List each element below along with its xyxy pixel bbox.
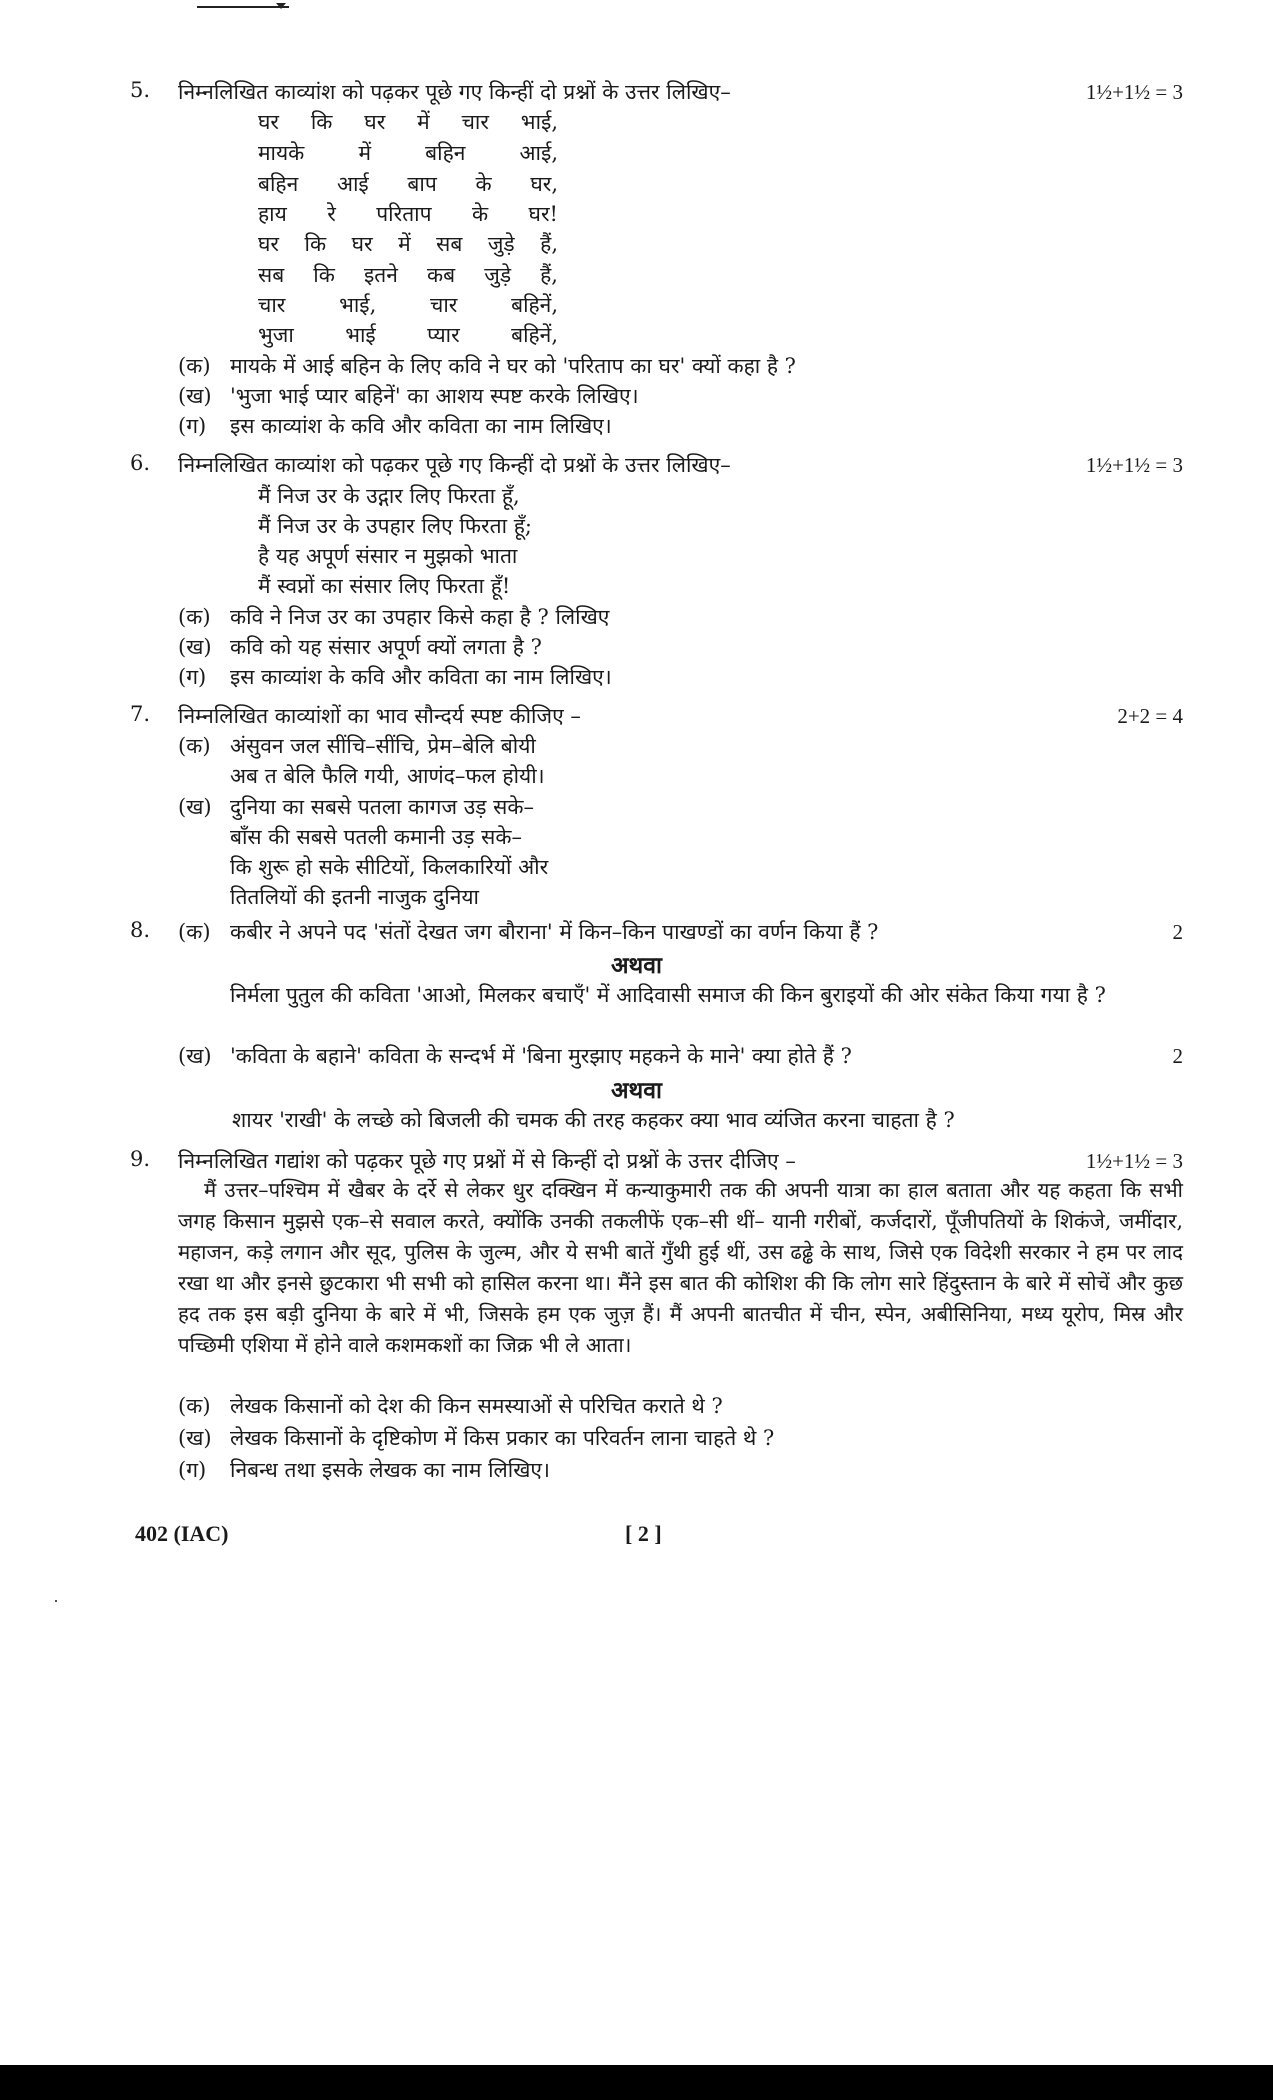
q5-poem-line: हाय रे परिताप के घर! [258, 202, 558, 226]
athva-heading: अथवा [610, 952, 662, 979]
q6-number: 6. [130, 451, 151, 475]
q5-poem-line: सब कि इतने कब जुड़े हैं, [258, 263, 558, 287]
q5-poem-line: भुजा भाई प्यार बहिनें, [258, 323, 558, 347]
scan-bottom-edge [0, 2065, 1273, 2100]
q7-b-line: दुनिया का सबसे पतला कागज उड़ सके– [230, 795, 534, 819]
q9-passage: मैं उत्तर–पश्चिम में खैबर के दर्रे से लेकर धुर दक्खिन में कन्याकुमारी तक की अपनी यात्रा का हाल बताता और यह कहता कि सभी जगह किसान मुझसे एक–से सवाल करते, क्योंकि उनकी तकलीफें एक–सी थीं– यानी गरीबों, कर्जदारों, पूँजीपतियों के शिकंजे, जमींदार, महाजन, कड़े लगान और सूद, पुलिस के जुल्म, और ये सभी बातें गुँथी हुई थीं, उस ढढ्ढे के साथ, जिसे एक विदेशी सरकार ने हम पर लाद रखा था और इनसे छुटकारा भी सभी को हासिल करना था। मैंने इस बात की कोशिश की कि लोग सारे हिंदुस्तान के बारे में सोचें और कुछ हद तक इस बड़ी दुनिया के बारे में भी, जिसके हम एक जुज़ हैं। मैं अपनी बातचीत में चीन, स्पेन, अबीसिनिया, मध्य यूरोप, मिस्र और पच्छिमी एशिया में होने वाले कशमकशों का जिक्र भी ले आता। [178, 1178, 1183, 1357]
q6-sub-a: (क) कवि ने निज उर का उपहार किसे कहा है ? लिखिए [178, 605, 610, 629]
q7-b-line: कि शुरू हो सके सीटियों, किलकारियों और [230, 855, 549, 879]
q5-poem-line: चार भाई, चार बहिनें, [258, 293, 558, 317]
q6-poem-line: है यह अपूर्ण संसार न मुझको भाता [258, 544, 518, 568]
q5-poem-line: घर कि घर में सब जुड़े हैं, [258, 232, 558, 256]
q7-b-line: बाँस की सबसे पतली कमानी उड़ सके– [230, 825, 522, 849]
page-number: [ 2 ] [625, 1521, 662, 1546]
q6-poem-line: मैं स्वप्नों का संसार लिए फिरता हूँ! [258, 574, 511, 598]
q5-poem-line: घर कि घर में चार भाई, [258, 110, 558, 134]
q6-sub-c: (ग) इस काव्यांश के कवि और कविता का नाम लिखिए। [178, 665, 612, 689]
q6-marks: 1½+1½ = 3 [1085, 453, 1183, 477]
q8-b-text: 'कविता के बहाने' कविता के सन्दर्भ में 'बिना मुरझाए महकने के माने' क्या होते हैं ? [230, 1044, 852, 1068]
q7-marks: 2+2 = 4 [1117, 704, 1183, 728]
q5-sub-b: (ख) 'भुजा भाई प्यार बहिनें' का आशय स्पष्ट करके लिखिए। [178, 384, 639, 408]
q5-stem: निम्नलिखित काव्यांश को पढ़कर पूछे गए किन्हीं दो प्रश्नों के उत्तर लिखिए– [178, 80, 731, 104]
q5-marks: 1½+1½ = 3 [1085, 80, 1183, 104]
q7-label-a: (क) [178, 734, 211, 758]
q8-b-marks: 2 [1172, 1044, 1183, 1068]
athva-heading: अथवा [610, 1077, 662, 1104]
q8-label-b: (ख) [178, 1044, 212, 1068]
q8-alt1-text: निर्मला पुतुल की कविता 'आओ, मिलकर बचाएँ' में आदिवासी समाज की किन बुराइयों की ओर संकेत किया गया है ? [230, 983, 1106, 1007]
q8-alt2-text: शायर 'राखी' के लच्छे को बिजली की चमक की तरह कहकर क्या भाव व्यंजित करना चाहता है ? [232, 1108, 955, 1132]
scan-speck [55, 1600, 57, 1602]
q5-number: 5. [130, 78, 151, 102]
q9-stem: निम्नलिखित गद्यांश को पढ़कर पूछे गए प्रश्नों में से किन्हीं दो प्रश्नों के उत्तर दीजिए – [178, 1149, 796, 1173]
q8-a-text: कबीर ने अपने पद 'संतों देखत जग बौराना' में किन–किन पाखण्डों का वर्णन किया हैं ? [230, 920, 879, 944]
q7-label-b: (ख) [178, 795, 212, 819]
q5-sub-a: (क) मायके में आई बहिन के लिए कवि ने घर को 'परिताप का घर' क्यों कहा है ? [178, 354, 796, 378]
q6-poem-line: मैं निज उर के उपहार लिए फिरता हूँ; [258, 514, 532, 538]
q6-stem: निम्नलिखित काव्यांश को पढ़कर पूछे गए किन्हीं दो प्रश्नों के उत्तर लिखिए– [178, 453, 731, 477]
q7-number: 7. [130, 702, 151, 726]
q6-sub-b: (ख) कवि को यह संसार अपूर्ण क्यों लगता है ? [178, 635, 542, 659]
q9-number: 9. [130, 1147, 151, 1171]
q7-a-line: अंसुवन जल सींचि–सींचि, प्रेम–बेलि बोयी [230, 734, 536, 758]
q9-sub-a: (क) लेखक किसानों को देश की किन समस्याओं से परिचित कराते थे ? [178, 1394, 723, 1418]
paper-code: 402 (IAC) [135, 1521, 229, 1546]
q5-poem-line: मायके में बहिन आई, [258, 141, 558, 165]
q8-a-marks: 2 [1172, 920, 1183, 944]
q9-sub-b: (ख) लेखक किसानों के दृष्टिकोण में किस प्रकार का परिवर्तन लाना चाहते थे ? [178, 1426, 775, 1450]
q6-poem-line: मैं निज उर के उद्गार लिए फिरता हूँ, [258, 484, 520, 508]
q8-number: 8. [130, 918, 151, 942]
q5-sub-c: (ग) इस काव्यांश के कवि और कविता का नाम लिखिए। [178, 414, 612, 438]
q7-stem: निम्नलिखित काव्यांशों का भाव सौन्दर्य स्पष्ट कीजिए – [178, 704, 581, 728]
top-rule-tick [276, 3, 286, 9]
q8-label-a: (क) [178, 920, 211, 944]
q7-b-line: तितलियों की इतनी नाजुक दुनिया [230, 885, 479, 909]
q9-sub-c: (ग) निबन्ध तथा इसके लेखक का नाम लिखिए। [178, 1458, 550, 1482]
q5-poem-line: बहिन आई बाप के घर, [258, 172, 558, 196]
q9-marks: 1½+1½ = 3 [1085, 1149, 1183, 1173]
q7-a-line: अब त बेलि फैलि गयी, आणंद–फल होयी। [230, 764, 545, 788]
